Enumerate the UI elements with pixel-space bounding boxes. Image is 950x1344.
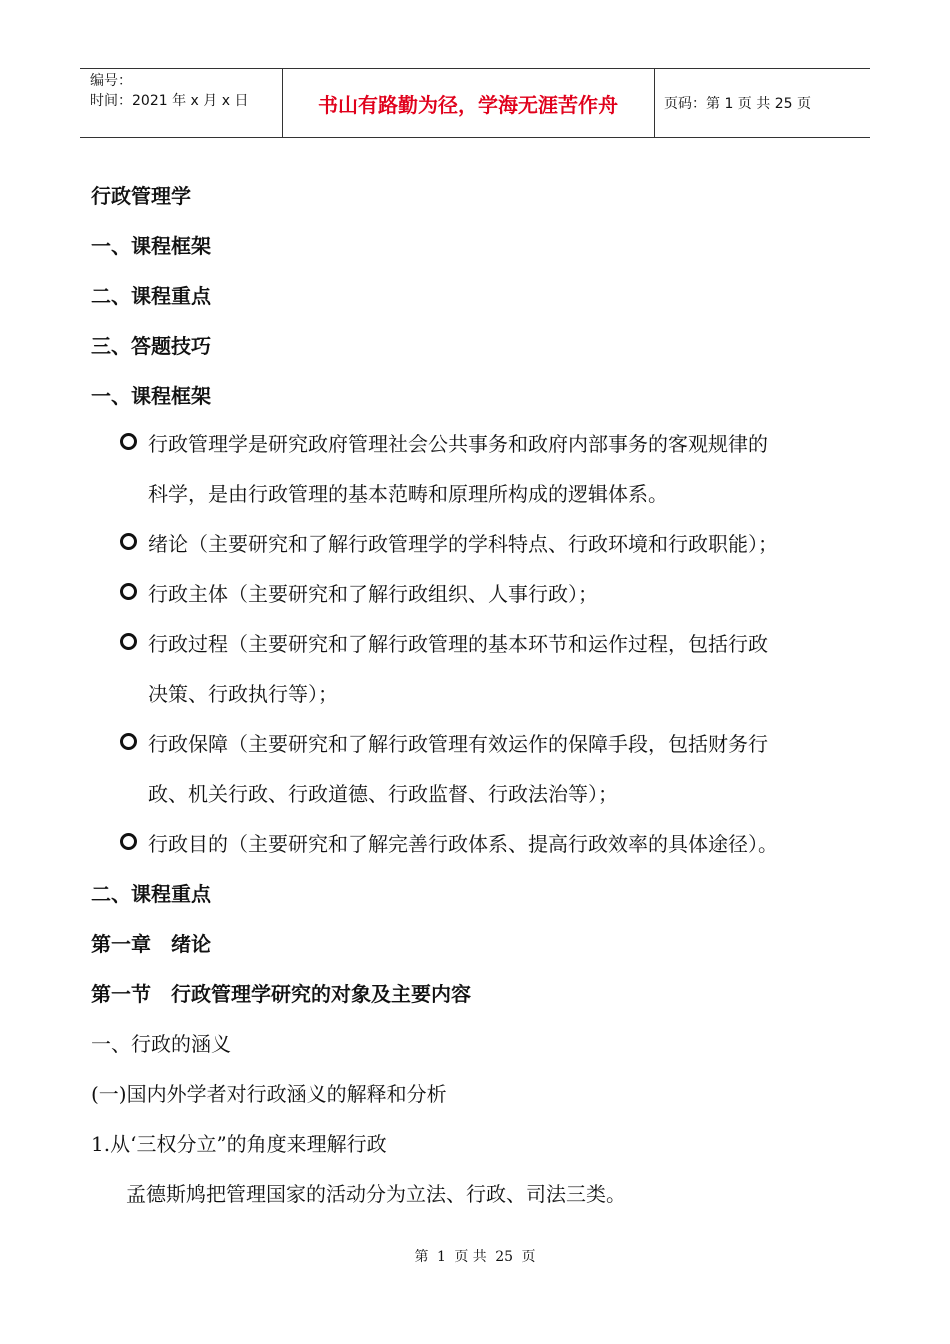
outline-item: 三、答题技巧 — [91, 334, 211, 358]
header-page-info: 页码：第 1 页 共 25 页 — [664, 96, 811, 112]
footer-page-number: 1 — [436, 1249, 446, 1265]
number-label: 编号： — [90, 73, 132, 89]
subheading: (一)国内外学者对行政涵义的解释和分析 — [91, 1082, 447, 1106]
header-meta — [90, 71, 248, 111]
outline-item: 一、课程框架 — [91, 234, 211, 258]
footer-suffix: 页 — [521, 1249, 536, 1265]
subheading: 1.从‘三权分立”的角度来理解行政 — [91, 1132, 387, 1156]
footer-prefix: 第 — [414, 1249, 429, 1265]
page-footer — [0, 1246, 950, 1266]
section-heading: 一、课程框架 — [91, 384, 211, 408]
footer-total: 25 — [495, 1249, 514, 1265]
header-divider — [654, 69, 655, 137]
bullet-icon — [120, 583, 137, 600]
doc-title: 行政管理学 — [91, 184, 191, 208]
outline-item: 二、课程重点 — [91, 284, 211, 308]
chapter-heading: 第一章 绪论 — [91, 932, 211, 956]
page-header — [80, 68, 870, 138]
header-motto: 书山有路勤为径，学海无涯苦作舟 — [318, 92, 618, 117]
section-heading: 二、课程重点 — [91, 882, 211, 906]
bullet-icon — [120, 833, 137, 850]
bullet-text: 行政目的（主要研究和了解完善行政体系、提高行政效率的具体途径）。 — [148, 832, 778, 856]
bullet-icon — [120, 633, 137, 650]
bullet-text: 绪论（主要研究和了解行政管理学的学科特点、行政环境和行政职能）； — [148, 532, 778, 556]
bullet-icon — [120, 533, 137, 550]
bullet-text-cont: 科学，是由行政管理的基本范畴和原理所构成的逻辑体系。 — [148, 482, 668, 506]
subheading: 一、行政的涵义 — [91, 1032, 231, 1056]
footer-mid: 页 共 — [454, 1249, 487, 1265]
section-subheading: 第一节 行政管理学研究的对象及主要内容 — [91, 982, 471, 1006]
bullet-text-cont: 决策、行政执行等）； — [148, 682, 338, 706]
bullet-icon — [120, 733, 137, 750]
bullet-text: 行政管理学是研究政府管理社会公共事务和政府内部事务的客观规律的 — [148, 432, 768, 456]
bullet-text: 行政过程（主要研究和了解行政管理的基本环节和运作过程，包括行政 — [148, 632, 768, 656]
bullet-text: 行政保障（主要研究和了解行政管理有效运作的保障手段，包括财务行 — [148, 732, 768, 756]
paragraph: 孟德斯鸠把管理国家的活动分为立法、行政、司法三类。 — [126, 1182, 626, 1206]
bullet-text: 行政主体（主要研究和了解行政组织、人事行政）； — [148, 582, 598, 606]
date-text: 时间：2021 年 x 月 x 日 — [90, 93, 249, 109]
bullet-text-cont: 政、机关行政、行政道德、行政监督、行政法治等）； — [148, 782, 618, 806]
bullet-icon — [120, 433, 137, 450]
